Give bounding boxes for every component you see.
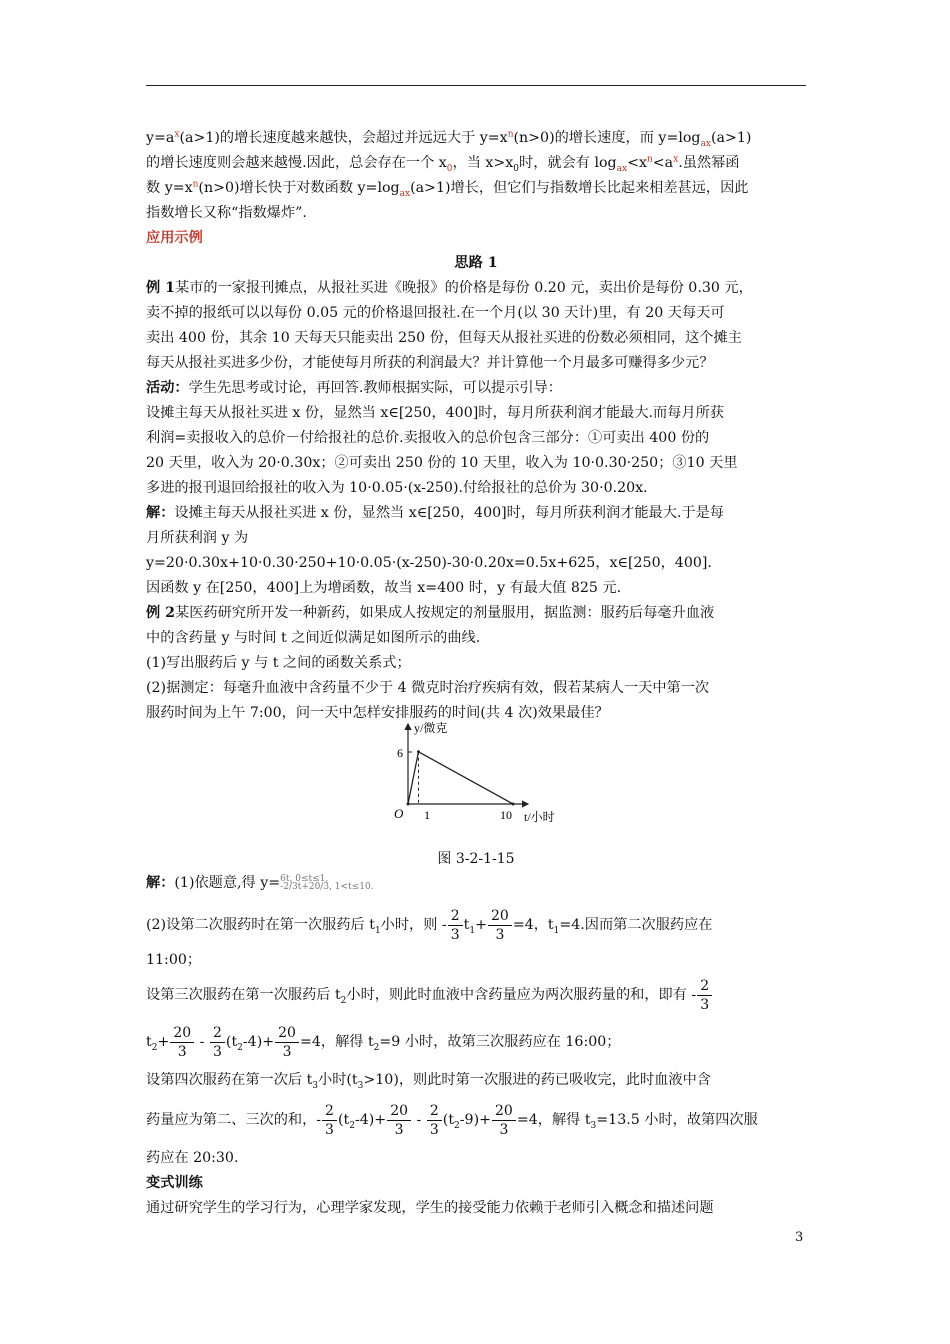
heading-idea: 思路 1 bbox=[454, 255, 498, 271]
sol2-line1: 解：(1)依题意,得 y= 6t, 0≤t≤1, -2/3t+20/3, 1<t≤10. bbox=[146, 874, 374, 892]
page-number: 3 bbox=[795, 1230, 804, 1245]
sol2-line8: 药应在 20:30. bbox=[146, 1150, 239, 1166]
y-tick-label-6: 6 bbox=[397, 746, 403, 760]
sol1-line4: 因函数 y 在[250，400]上为增函数，故当 x=400 时，y 有最大值 825 元. bbox=[146, 580, 622, 596]
ex1-line3: 卖出 400 份，其余 10 天每天只能卖出 250 份，但每天从报社买进的份数必须相同，这个摊主 bbox=[146, 330, 742, 346]
para1-line4: 指数增长又称“指数爆炸”. bbox=[146, 205, 307, 221]
para1-line2: 的增长速度则会越来越慢.因此，总会存在一个 $x_0$，当 $x>x_0$时，就会有 $\log_{ax}<x^n<a^x$.虽然幂函 bbox=[146, 154, 740, 174]
figure-caption: 图 3-2-1-15 bbox=[437, 851, 515, 867]
sol1-line2: 月所获利润 y 为 bbox=[146, 530, 249, 546]
header-rule bbox=[146, 85, 806, 86]
para1-line3: 数 $y=x^n(n>0)$增长快于对数函数 $y=\log_{ax}(a>1)$增长，但它们与指数增长比起来相差甚远，因此 bbox=[146, 179, 749, 199]
activity-line5: 多进的报刊退回给报社的收入为 10·0.05·(x-250).付给报社的总价为 30·0.20x. bbox=[146, 480, 648, 496]
sol2-line5: $t_2+$ $\frac{20}{3}$ - $\frac{2}{3}$ $(t_2-4)+$ $\frac{20}{3}$ =4，解得 $t_2=9$ 小时，故第三次服药应在 16:00； bbox=[146, 1024, 621, 1060]
sol2-line7: 药量应为第二、三次的和，- $\frac{2}{3}$ $(t_2-4)+$ $\frac{20}{3}$ - $\frac{2}{3}$ $(t_2-9)+$ $\frac{20}{3}$ =4，解得 $t_3=13.5$ 小时，故第四次服 bbox=[146, 1102, 758, 1138]
piecewise-function: 6t, 0≤t≤1, -2/3t+20/3, 1<t≤10. bbox=[280, 874, 374, 892]
sol2-line4: 设第三次服药在第一次服药后 $t_2$小时，则此时血液中含药量应为两次服药量的和，即有 - $\frac{2}{3}$ bbox=[146, 975, 818, 1015]
series-segment-fall bbox=[419, 752, 514, 804]
y-axis-label: y/微克 bbox=[414, 721, 448, 735]
sol1-line3: y=20·0.30x+10·0.30·250+10·0.05·(x-250)-30·0.20x=0.5x+625，x∈[250，400]. bbox=[146, 555, 712, 571]
sol1-line1: 解：设摊主每天从报社买进 x 份，显然当 x∈[250，400]时，每月所获利润才能最大.于是每 bbox=[146, 505, 724, 521]
series-segment-rise bbox=[408, 752, 419, 804]
ex2-line4: (2)据测定：每毫升血液中含药量不少于 4 微克时治疗疾病有效，假若某病人一天中第一次 bbox=[146, 680, 710, 696]
activity-line4: 20 天里，收入为 20·0.30x；②可卖出 250 份的 10 天里，收入为 10·0.30·250；③10 天里 bbox=[146, 455, 738, 471]
activity-line3: 利润=卖报收入的总价－付给报社的总价.卖报收入的总价包含三部分：①可卖出 400 份的 bbox=[146, 430, 710, 446]
ex2-line3: (1)写出服药后 y 与 t 之间的函数关系式； bbox=[146, 655, 411, 671]
data-point-1 bbox=[417, 750, 420, 753]
heading-variation: 变式训练 bbox=[146, 1175, 203, 1191]
para1-line1: $y=a^x(a>1)$的增长速度越来越快，会超过并远远大于 $y=x^n(n>0)$的增长速度，而 $y=\log_{ax}(a>1)$ bbox=[146, 129, 752, 149]
x-axis-label: t/小时 bbox=[524, 810, 555, 824]
heading-application: 应用示例 bbox=[146, 230, 203, 246]
sol2-line6: 设第四次服药在第一次后 $t_3$小时$(t_3>10)$，则此时第一次服进的药已吸收完，此时血液中含 bbox=[146, 1072, 711, 1091]
sol2-line2: (2)设第二次服药时在第一次服药后 $t_1$小时，则 - $\frac{2}{3}$ $t_1+$ $\frac{20}{3}$ =4，$t_1=4$.因而第二次服药应在 bbox=[146, 907, 713, 943]
data-point-0 bbox=[407, 803, 410, 806]
dosage-chart bbox=[380, 718, 570, 833]
ex2-line2: 中的含药量 y 与时间 t 之间近似满足如图所示的曲线. bbox=[146, 630, 481, 646]
origin-label: O bbox=[394, 806, 404, 821]
last-line: 通过研究学生的学习行为，心理学家发现，学生的接受能力依赖于老师引入概念和描述问题 bbox=[146, 1200, 714, 1216]
ex2-line1: 例 2某医药研究所开发一种新药，如果成人按规定的剂量服用，据监测：服药后每毫升血液 bbox=[146, 605, 715, 621]
ex1-line4: 每天从报社买进多少份，才能使每月所获的利润最大？并计算他一个月最多可赚得多少元？ bbox=[146, 355, 714, 371]
sol2-line3: 11:00； bbox=[146, 952, 202, 968]
ex1-line2: 卖不掉的报纸可以以每份 0.05 元的价格退回报社.在一个月(以 30 天计)里，有 20 天每天可 bbox=[146, 305, 725, 321]
activity-line2: 设摊主每天从报社买进 x 份，显然当 x∈[250，400]时，每月所获利润才能最大.而每月所获 bbox=[146, 405, 724, 421]
ex1-line1: 例 1某市的一家报刊摊点，从报社买进《晚报》的价格是每份 0.20 元，卖出价是每份 0.30 元， bbox=[146, 280, 753, 296]
activity-line1: 活动：学生先思考或讨论，再回答.教师根据实际，可以提示引导： bbox=[146, 380, 562, 396]
x-tick-label-1: 1 bbox=[424, 808, 430, 822]
data-point-2 bbox=[512, 803, 515, 806]
ex2-line5: 服药时间为上午 7:00，问一天中怎样安排服药的时间(共 4 次)效果最佳？ bbox=[146, 705, 609, 721]
x-tick-label-10: 10 bbox=[500, 808, 512, 822]
